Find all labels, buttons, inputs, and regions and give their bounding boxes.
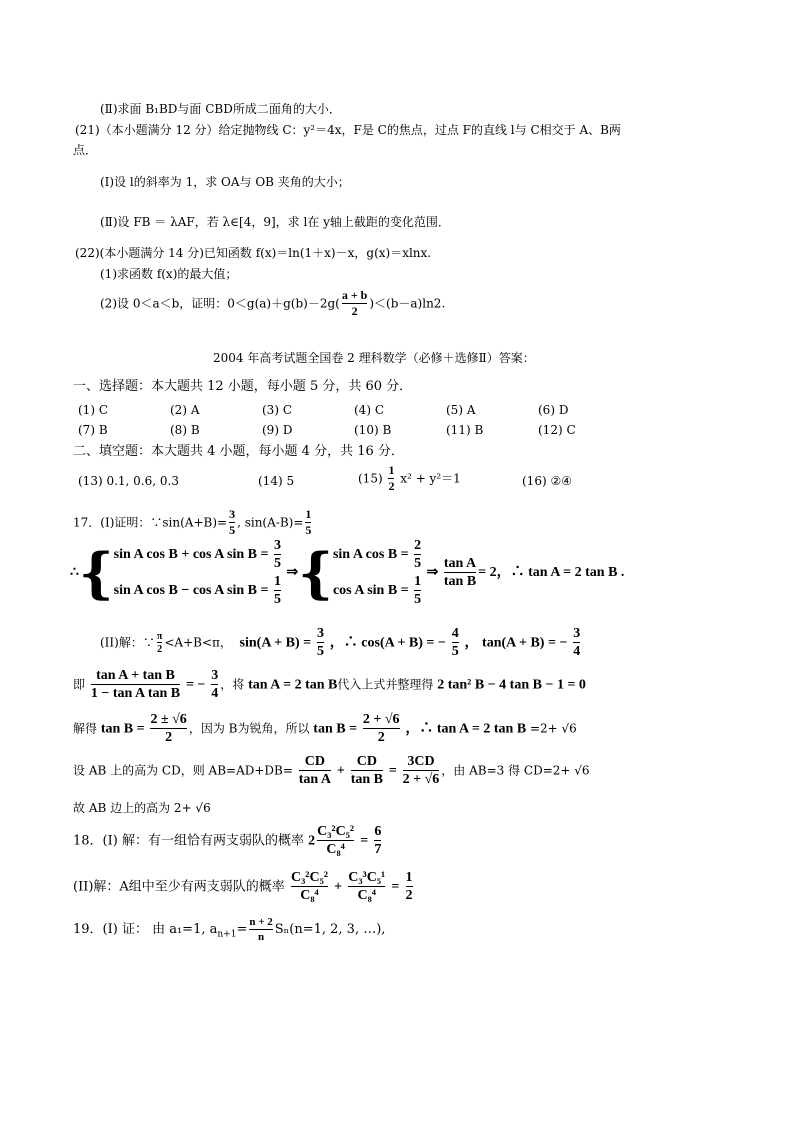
s18-part2: (II)解：A组中至少有两支弱队的概率 $\frac{\text{C₃²C₅²}}{\text{C₈⁴}}$ + $\frac{\text{C₃³C₅¹}}{\text{C₈⁴}}$ = $\frac{1}{2}$ <box>73 870 413 904</box>
answer-15: (15) $\frac{1}{2}$ x² + y²＝1 <box>358 463 461 493</box>
q22-part1: (1)求函数 f(x)的最大值； <box>100 267 238 281</box>
s17-part4: 解得 tan B = $\frac{2 \pm √6}{2}$ ，因为 B为锐角，所以 tan B = $\frac{2 + √6}{2}$ ，∴ tan A = 2 tan B =2+ √6 <box>73 712 577 746</box>
section1-title: 一、选择题：本大题共 12 小题，每小题 5 分，共 60 分． <box>73 379 413 394</box>
s17-part6: 故 AB 边上的高为 2+ √6 <box>73 801 211 815</box>
q21-header-cont: 点． <box>73 143 98 157</box>
section2-title: 二、填空题：本大题共 4 小题，每小题 4 分，共 16 分． <box>73 444 404 459</box>
q21-header: (21)（本小题满分 12 分）给定抛物线 C：y²＝4x，F是 C的焦点，过点 F的直线 l与 C相交于 A、B两 <box>75 123 621 137</box>
answer-7: (7) B <box>78 423 108 437</box>
answer-2: (2) A <box>170 403 200 417</box>
s18-part1: 18．(I) 解：有一组恰有两支弱队的概率 2 $\frac{\text{C₃²C₅²}}{\text{C₈⁴}}$ = $\frac{6}{7}$ <box>73 824 382 858</box>
s17-part3: 即 $\frac{\text{tan A + tan B}}{\text{1 − tan A tan B}}$ = − $\frac{3}{4}$ ，将 tan A = 2 tan B代入上式并整理得 2 tan² B − 4 tan B − 1 = 0 <box>73 668 586 702</box>
answer-13: (13) 0.1, 0.6, 0.3 <box>78 474 179 488</box>
answer-11: (11) B <box>446 423 484 437</box>
answer-8: (8) B <box>170 423 200 437</box>
answer-3: (3) C <box>262 403 292 417</box>
answer-12: (12) C <box>538 423 576 437</box>
q21-part1: (Ⅰ)设 l的斜率为 1，求 OA与 OB 夹角的大小； <box>100 175 350 189</box>
answers-title: 2004 年高考试题全国卷 2 理科数学（必修＋选修Ⅱ）答案： <box>213 351 535 365</box>
q22-part2: (2)设 0＜a＜b，证明：0＜g(a)＋g(b)－2g( $\frac{a + b}{2}$ )＜(b－a)ln2. <box>100 288 446 318</box>
s17-system: ∴{ sin A cos B + cos A sin B = $\frac{3}{5}$ sin A cos B − cos A sin B = $\frac{1}{5}$ ⇒{ sin A cos B = $\frac{2}{5}$ cos A sin B = $\frac{1}{5}$ ⇒ $\frac{\text{tan A}}{\text{tan B}}$ = 2，∴ tan A = 2 tan B . <box>70 537 625 607</box>
answer-9: (9) D <box>262 423 293 437</box>
answer-16: (16) ②④ <box>522 474 572 488</box>
answer-14: (14) 5 <box>258 474 295 488</box>
s17-part5: 设 AB 上的高为 CD，则 AB=AD+DB= $\frac{CD}{\text{tan A}}$ + $\frac{CD}{\text{tan B}}$ = $\frac{3CD}{2 + √6}$ ，由 AB=3 得 CD=2+ √6 <box>73 754 590 788</box>
answer-5: (5) A <box>446 403 476 417</box>
s17-intro: 17．(I)证明：∵sin(A+B)= $\frac{3}{5}$ , sin(A-B)= $\frac{1}{5}$ <box>73 507 312 537</box>
s17-part2: (II)解：∵ $\frac{\pi}{2}$ <A+B<π， sin(A + B) = $\frac{3}{5}$ ，∴ cos(A + B) = − $\frac{4}{5}$ ， tan(A + B) = − $\frac{3}{4}$ <box>100 626 581 660</box>
answer-1: (1) C <box>78 403 108 417</box>
q22-header: (22)(本小题满分 14 分)已知函数 f(x)＝ln(1＋x)－x，g(x)＝xlnx. <box>75 246 432 260</box>
answer-6: (6) D <box>538 403 569 417</box>
s19-part1: 19．(I) 证： 由 a₁=1, $a_{n+1}=$ $\frac{n + 2}{n}$ Sₙ(n=1, 2, 3, …), <box>73 916 386 943</box>
answer-10: (10) B <box>354 423 392 437</box>
answer-4: (4) C <box>354 403 384 417</box>
q20-part2: (Ⅱ)求面 B₁BD与面 CBD所成二面角的大小． <box>100 102 341 116</box>
choice-answers <box>78 400 630 440</box>
q21-part2: (Ⅱ)设 FB ＝ λAF，若 λ∈[4，9]，求 l在 y轴上截距的变化范围． <box>100 215 450 229</box>
